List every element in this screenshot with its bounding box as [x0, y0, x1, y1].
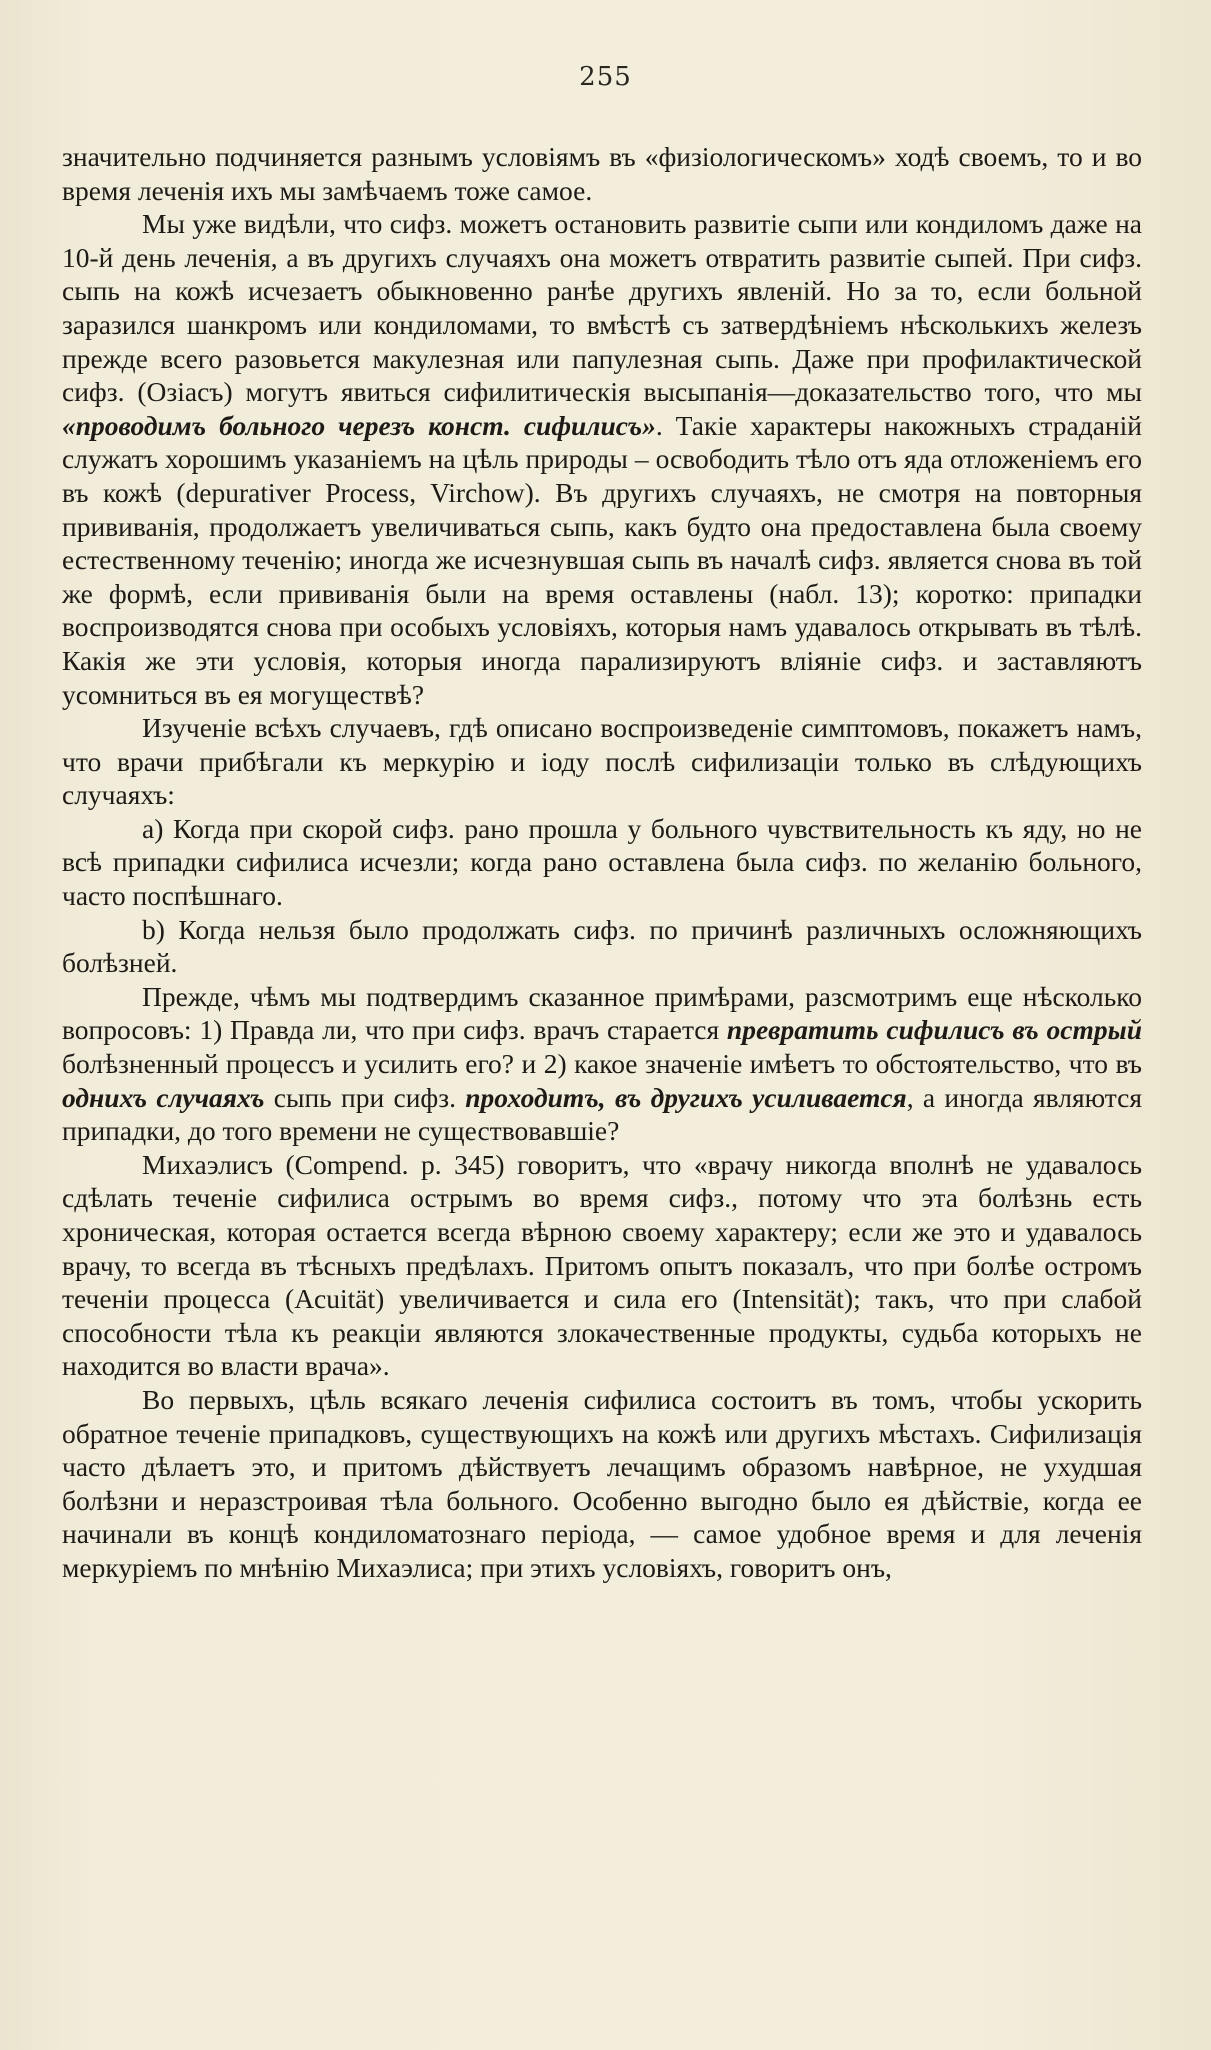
emphasized-text: «проводимъ больного черезъ конст. сифилисъ» — [62, 409, 656, 441]
paragraph-text: . Такіе характеры накожныхъ страданій служатъ хорошимъ указаніемъ на цѣль природы – освободить тѣло отъ яда отложеніемъ его въ кожѣ (depurativer Process, Virchow). Въ другихъ случаяхъ, не смотря на повторныя прививанія, продолжаетъ увеличиваться сыпь, какъ будто она предоставлена была своему естественному теченію; иногда же исчезнувшая сыпь въ началѣ сифз. является снова въ той же формѣ, если прививанія были на время оставлены (набл. 13); коротко: припадки воспроизводятся снова при особыхъ условіяхъ, которыя намъ удавалось открывать въ тѣлѣ. Какія же эти условія, которыя иногда парализируютъ вліяніе сифз. и заставляютъ усомниться въ ея могуществѣ? — [62, 409, 1142, 710]
paragraph — [62, 913, 1142, 980]
paragraph — [62, 1383, 1142, 1585]
paragraph-text: Во первыхъ, цѣль всякаго леченія сифилиса состоитъ въ томъ, чтобы ускорить обратное теченіе припадковъ, существующихъ на кожѣ или другихъ мѣстахъ. Сифилизація часто дѣлаетъ это, и притомъ дѣйствуетъ лечащимъ образомъ навѣрное, не ухудшая болѣзни и неразстроивая тѣла больного. Особенно выгодно было ея дѣйствіе, когда ее начинали въ концѣ кондиломатознаго періода, — самое удобное время и для леченія меркуріемъ по мнѣнію Михаэлиса; при этихъ условіяхъ, говоритъ онъ, — [62, 1383, 1142, 1583]
paragraph — [62, 812, 1142, 913]
emphasized-text: проходитъ, въ другихъ усиливается — [465, 1081, 907, 1113]
paragraph-text: сыпь при сифз. — [264, 1081, 466, 1113]
paragraph-text: значительно подчиняется разнымъ условіямъ въ «физіологическомъ» ходѣ своемъ, то и во время леченія ихъ мы замѣчаемъ тоже самое. — [62, 141, 1142, 206]
paragraph — [62, 1148, 1142, 1383]
paragraph-text: , а иногда являются припадки, до того времени не существовавшіе? — [62, 1081, 1142, 1147]
paragraph-text: Изученіе всѣхъ случаевъ, гдѣ описано воспроизведеніе симптомовъ, покажетъ намъ, что врачи прибѣгали къ меркурію и іоду послѣ сифилизаціи только въ слѣдующихъ случаяхъ: — [62, 712, 1142, 811]
emphasized-text: превратить сифилисъ въ острый — [726, 1014, 1142, 1046]
paragraph — [62, 711, 1142, 812]
body-text — [62, 140, 1142, 1585]
paragraph — [62, 980, 1142, 1148]
page-number: 255 — [579, 62, 632, 92]
paragraph-text: а) Когда при скорой сифз. рано прошла у больного чувствительность къ яду, но не всѣ припадки сифилиса исчезли; когда рано оставлена была сифз. по желанію больного, часто поспѣшнаго. — [62, 812, 1142, 912]
paragraph-text: Прежде, чѣмъ мы подтвердимъ сказанное примѣрами, разсмотримъ еще нѣсколько вопросовъ: 1) Правда ли, что при сифз. врачъ старается — [62, 980, 1142, 1046]
paragraph-text: болѣзненный процессъ и усилить его? и 2) какое значеніе имѣетъ то обстоятельство, что въ — [62, 1048, 1142, 1080]
emphasized-text: однихъ случаяхъ — [62, 1081, 265, 1113]
paragraph — [62, 140, 1142, 207]
paragraph-text: b) Когда нельзя было продолжать сифз. по причинѣ различныхъ осложняющихъ болѣзней. — [62, 913, 1142, 979]
paragraph-text: Мы уже видѣли, что сифз. можетъ остановить развитіе сыпи или кондиломъ даже на 10-й день леченія, а въ другихъ случаяхъ она можетъ отвратить развитіе сыпей. При сифз. сыпь на кожѣ исчезаетъ обыкновенно ранѣе другихъ явленій. Но за то, если больной заразился шанкромъ или кондиломами, то вмѣстѣ съ затвердѣніемъ нѣсколькихъ железъ прежде всего разовьется макулезная или папулезная сыпь. Даже при профилактической сифз. (Озіасъ) могутъ явиться сифилитическія высыпанія—доказательство того, что мы — [62, 208, 1142, 408]
paragraph-text: Михаэлисъ (Compend. p. 345) говоритъ, что «врачу никогда вполнѣ не удавалось сдѣлать теченіе сифилиса острымъ во время сифз., потому что эта болѣзнь есть хроническая, которая остается всегда вѣрною своему характеру; если же это и удавалось врачу, то всегда въ тѣсныхъ предѣлахъ. Притомъ опытъ показалъ, что при болѣе остромъ теченіи процесса (Acuität) увеличивается и сила его (Intensität); такъ, что при слабой способности тѣла къ реакціи являются злокачественные продукты, судьба которыхъ не находится во власти врача». — [62, 1148, 1142, 1382]
paragraph — [62, 207, 1142, 711]
